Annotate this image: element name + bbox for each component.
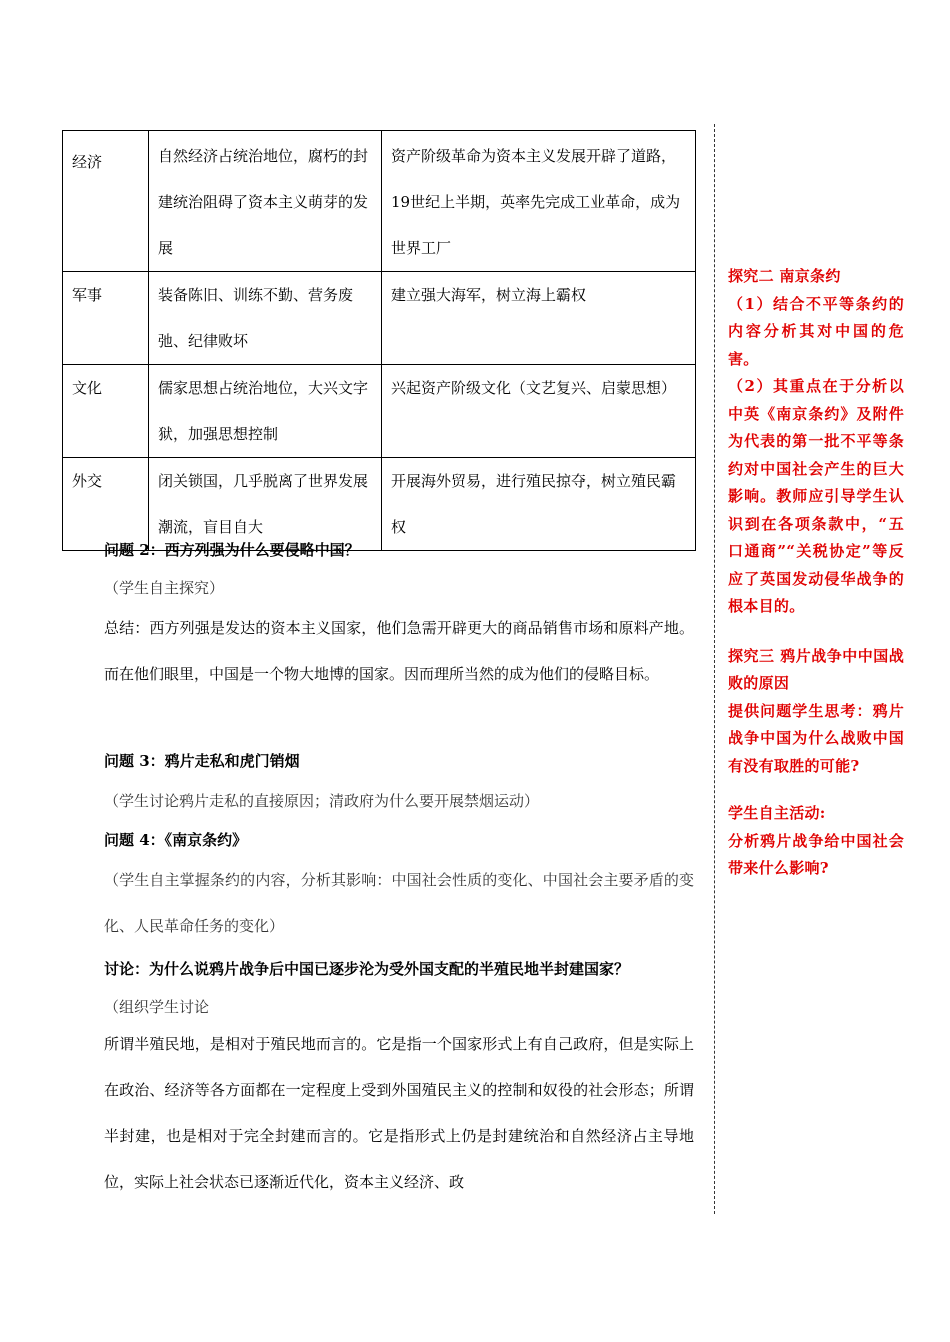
explore-2-title: 探究二 南京条约: [728, 267, 841, 285]
table-row: [63, 458, 696, 551]
question-3-note: （学生讨论鸦片走私的直接原因；清政府为什么要开展禁烟运动）: [104, 792, 540, 810]
china-cell: 装备陈旧、训练不勤、营务废弛、纪律败坏: [149, 272, 382, 365]
spacer: [728, 621, 904, 643]
margin-divider: [714, 124, 715, 1214]
aspect-cell: 文化: [63, 365, 149, 458]
west-cell: 建立强大海军，树立海上霸权: [382, 272, 696, 365]
explore-2-point-1: （1）结合不平等条约的内容分析其对中国的危害。: [728, 294, 904, 368]
china-cell: 自然经济占统治地位，腐朽的封建统治阻碍了资本主义萌芽的发展: [149, 131, 382, 272]
activity-title: 学生自主活动:: [728, 804, 826, 822]
question-2-summary: 总结：西方列强是发达的资本主义国家，他们急需开辟更大的商品销售市场和原料产地。而在他们眼里，中国是一个物大地博的国家。因而理所当然的成为他们的侵略目标。: [104, 619, 694, 683]
china-cell: 儒家思想占统治地位，大兴文字狱，加强思想控制: [149, 365, 382, 458]
aspect-cell: 外交: [63, 458, 149, 551]
aspect-cell: 军事: [63, 272, 149, 365]
question-2-title: 问题 2：西方列强为什么要侵略中国？: [104, 541, 360, 559]
question-2-note: （学生自主探究）: [104, 579, 225, 597]
aspect-cell: 经济: [63, 131, 149, 272]
discussion-note: （组织学生讨论: [104, 998, 210, 1016]
table-row: [63, 365, 696, 458]
explore-3-question: 提供问题学生思考：鸦片战争中国为什么战败中国有没有取胜的可能?: [728, 701, 904, 775]
west-cell: 开展海外贸易，进行殖民掠夺，树立殖民霸权: [382, 458, 696, 551]
teacher-annotations: [728, 263, 904, 883]
explore-3-title: 探究三 鸦片战争中中国战败的原因: [728, 646, 904, 692]
china-cell: 闭关锁国，几乎脱离了世界发展潮流，盲目自大: [149, 458, 382, 551]
west-cell: 资产阶级革命为资本主义发展开辟了道路，19世纪上半期，英率先完成工业革命，成为世界工厂: [382, 131, 696, 272]
table-row: [63, 272, 696, 365]
activity-body: 分析鸦片战争给中国社会带来什么影响?: [728, 831, 904, 877]
table-row: [63, 131, 696, 272]
comparison-table: [62, 130, 696, 551]
discussion-body: 所谓半殖民地，是相对于殖民地而言的。它是指一个国家形式上有自己政府，但是实际上在政治、经济等各方面都在一定程度上受到外国殖民主义的控制和奴役的社会形态；所谓半封建，也是相对于完全封建而言的。它是指形式上仍是封建统治和自然经济占主导地位，实际上社会状态已逐渐近代化，资本主义经济、政: [104, 1035, 694, 1191]
question-3-title: 问题 3：鸦片走私和虎门销烟: [104, 752, 300, 770]
discussion-title: 讨论：为什么说鸦片战争后中国已逐步沦为受外国支配的半殖民地半封建国家？: [104, 960, 630, 978]
question-4-title: 问题 4：《南京条约》: [104, 831, 248, 849]
spacer: [728, 780, 904, 800]
explore-2-point-2: （2）其重点在于分析以中英《南京条约》及附件为代表的第一批不平等条约对中国社会产生的巨大影响。教师应引导学生认识到在各项条款中，“五口通商”“关税协定”等反应了英国发动侵华战争的根本目的。: [728, 377, 904, 615]
west-cell: 兴起资产阶级文化（文艺复兴、启蒙思想）: [382, 365, 696, 458]
question-4-note: （学生自主掌握条约的内容，分析其影响：中国社会性质的变化、中国社会主要矛盾的变化、人民革命任务的变化）: [104, 871, 694, 935]
